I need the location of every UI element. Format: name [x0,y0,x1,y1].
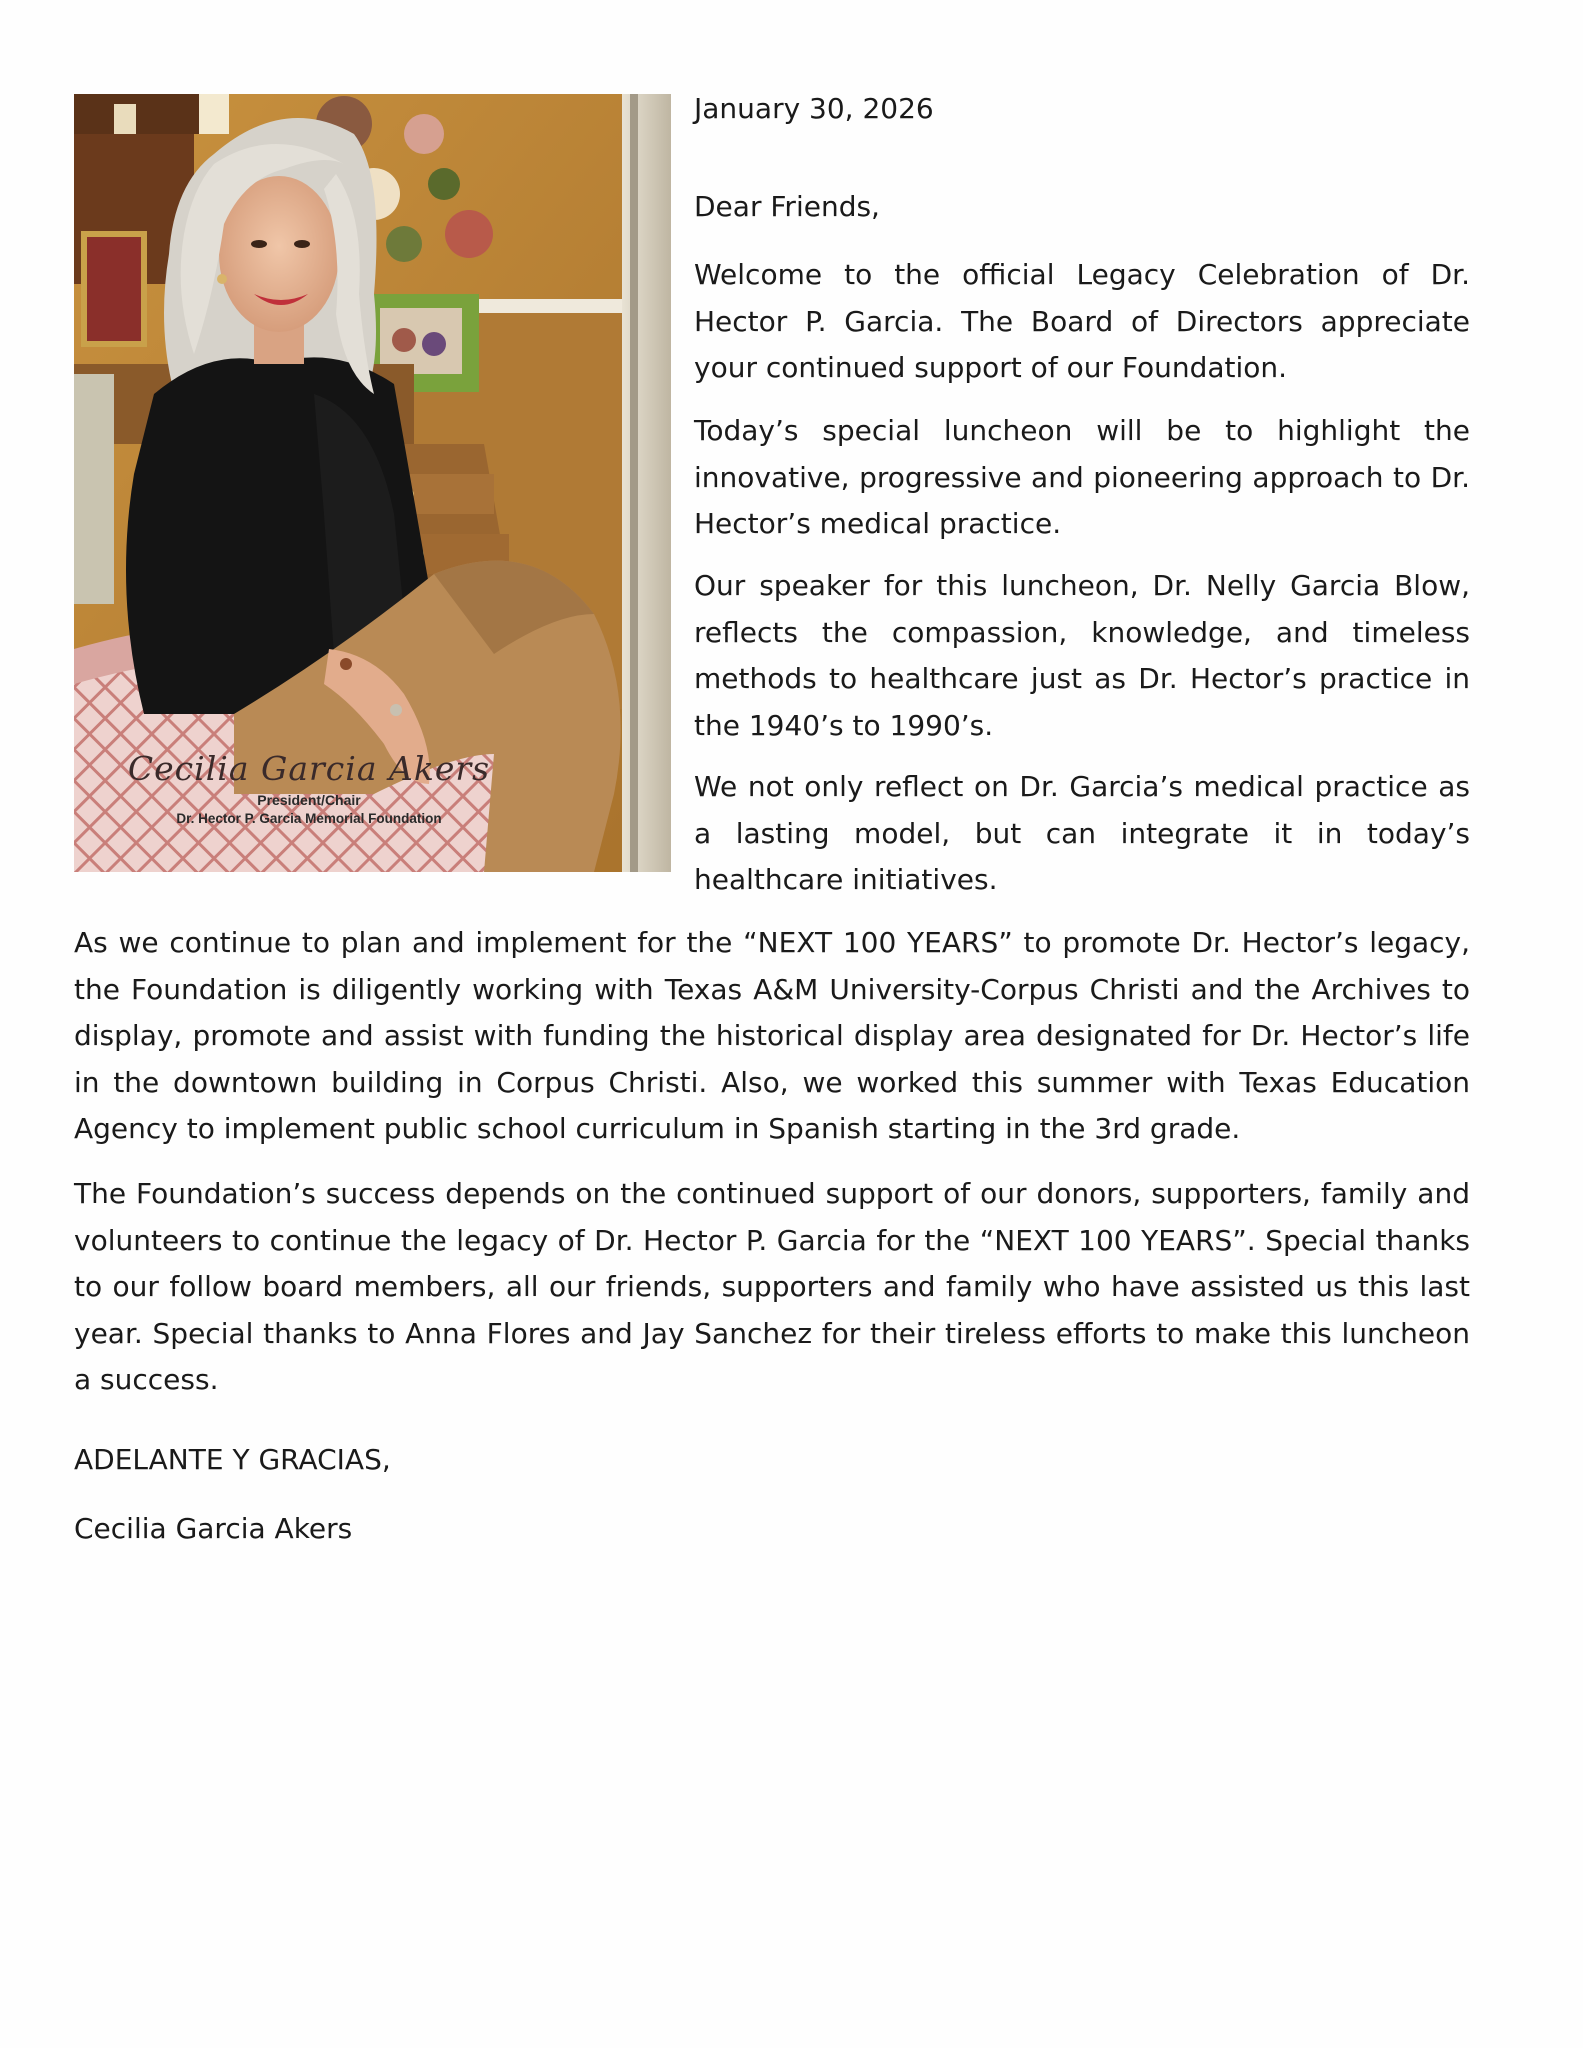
paragraph-thanks [74,1171,1470,1404]
paragraph-welcome [694,252,1470,392]
paragraph-text: We not only reflect on Dr. Garcia’s medical practice as a lasting model, but can integrate it in today’s healthcare initiatives. [694,770,1470,896]
paragraph-text: Our speaker for this luncheon, Dr. Nelly Garcia Blow, reflects the compassion, knowledge, and timeless methods to healthcare just as Dr. Hector’s practice in the 1940’s to 1990’s. [694,569,1470,742]
paragraph-next-100-years [74,920,1470,1153]
letter-closing: ADELANTE Y GRACIAS, [74,1443,391,1476]
paragraph-text: Today’s special luncheon will be to highlight the innovative, progressive and pioneering approach to Dr. Hector’s medical practice. [694,414,1470,540]
portrait-photo [74,94,671,872]
paragraph-speaker [694,563,1470,749]
letter-greeting: Dear Friends, [694,190,880,223]
paragraph-text: As we continue to plan and implement for the “NEXT 100 YEARS” to promote Dr. Hector’s legacy, the Foundation is diligently working with Texas A&M University-Corpus Christi and the Archives to display, promote and assist with funding the historical display area designated for Dr. Hector’s life in the downtown building in Corpus Christi. Also, we worked this summer with Texas Education Agency to implement public school curriculum in Spanish starting in the 3rd grade. [74,926,1470,1145]
paragraph-text: Welcome to the official Legacy Celebration of Dr. Hector P. Garcia. The Board of Directors appreciate your continued support of our Foundation. [694,258,1470,384]
paragraph-luncheon [694,408,1470,548]
paragraph-reflect [694,764,1470,904]
photo-caption [74,749,544,826]
caption-organization: Dr. Hector P. Garcia Memorial Foundation [176,811,442,826]
caption-title: President/Chair [257,792,361,808]
paragraph-text: The Foundation’s success depends on the continued support of our donors, supporters, family and volunteers to continue the legacy of Dr. Hector P. Garcia for the “NEXT 100 YEARS”. Special thanks to our follow board members, all our friends, supporters and family who have assisted us this last year. Special thanks to Anna Flores and Jay Sanchez for their tireless efforts to make this luncheon a success. [74,1177,1470,1396]
letter-date: January 30, 2026 [694,92,934,125]
signature-script: Cecilia Garcia Akers [127,749,491,788]
letter-signer: Cecilia Garcia Akers [74,1512,353,1545]
